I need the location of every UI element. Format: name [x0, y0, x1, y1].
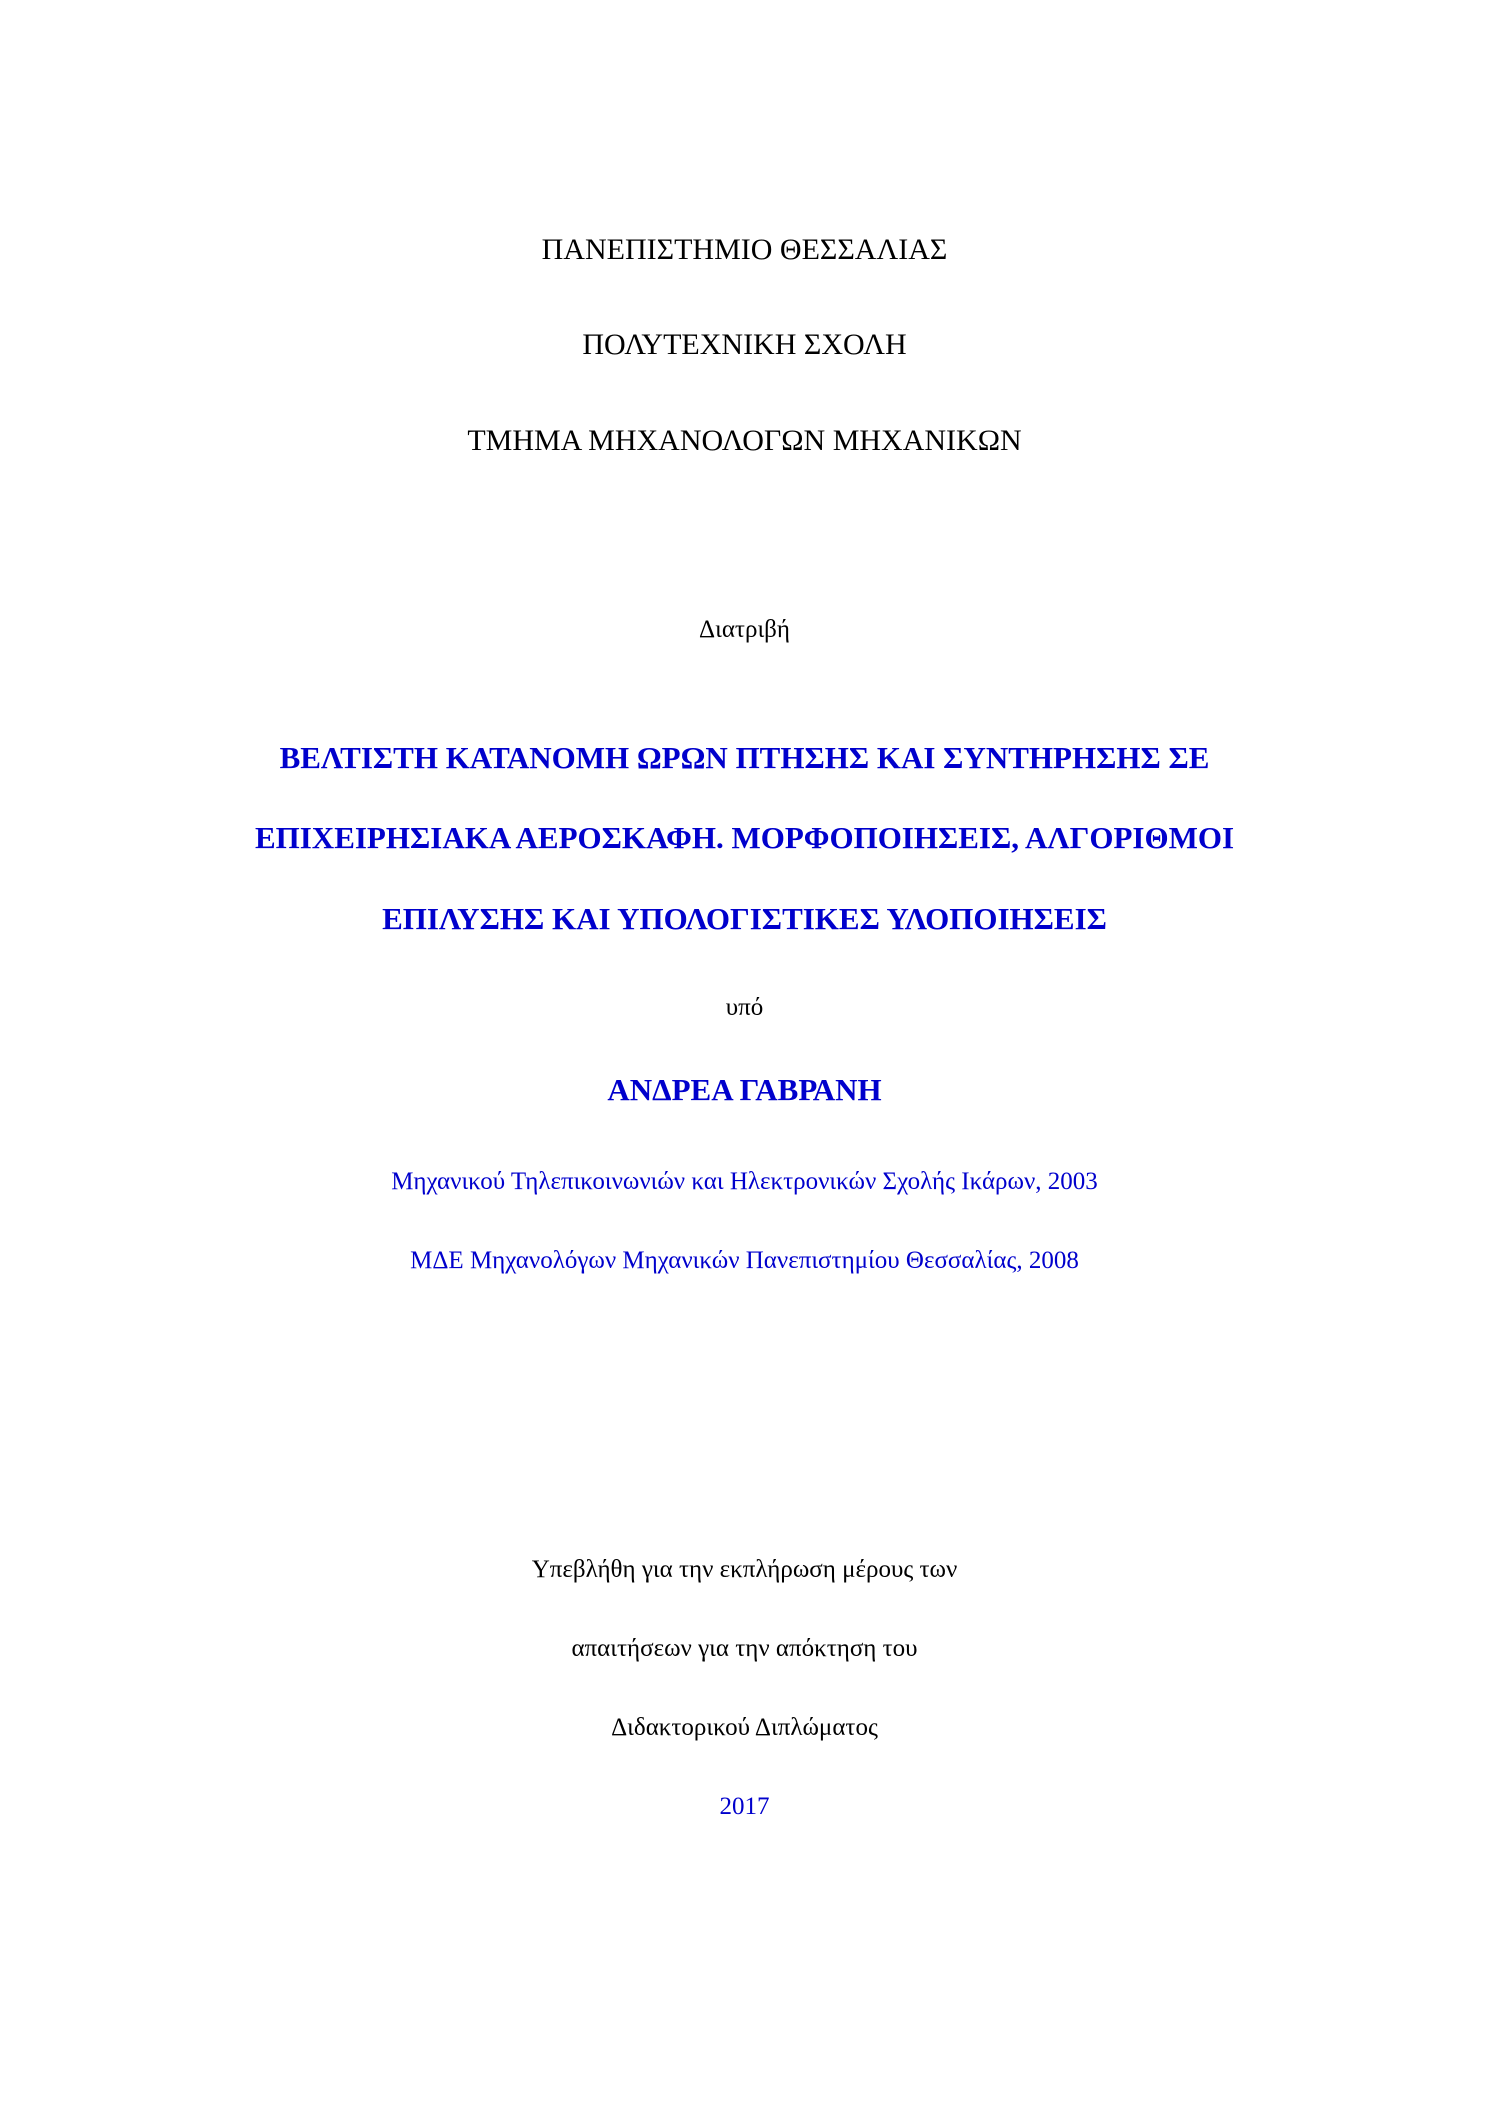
submission-line-2: απαιτήσεων για την απόκτηση του	[571, 1635, 918, 1662]
submission-line-3: Διδακτορικού Διπλώματος	[611, 1714, 878, 1741]
university-name: ΠΑΝΕΠΙΣΤΗΜΙΟ ΘΕΣΣΑΛΙΑΣ	[541, 233, 948, 266]
thesis-title-line-1: ΒΕΛΤΙΣΤΗ ΚΑΤΑΝΟΜΗ ΩΡΩΝ ΠΤΗΣΗΣ ΚΑΙ ΣΥΝΤΗΡΗΣΗΣ ΣΕ	[279, 740, 1210, 775]
degree-1: Μηχανικού Τηλεπικοινωνιών και Ηλεκτρονικών Σχολής Ικάρων, 2003	[391, 1168, 1098, 1195]
submission-line-1: Υπεβλήθη για την εκπλήρωση μέρους των	[531, 1556, 958, 1583]
thesis-title-line-2: ΕΠΙΧΕΙΡΗΣΙΑΚΑ ΑΕΡΟΣΚΑΦΗ. ΜΟΡΦΟΠΟΙΗΣΕΙΣ, ΑΛΓΟΡΙΘΜΟΙ	[254, 820, 1235, 855]
degree-2: ΜΔΕ Μηχανολόγων Μηχανικών Πανεπιστημίου Θεσσαλίας, 2008	[410, 1247, 1079, 1274]
by-label: υπό	[725, 994, 764, 1021]
author-name: ΑΝΔΡΕΑ ΓΑΒΡΑΝΗ	[607, 1072, 882, 1107]
department-name: ΤΜΗΜΑ ΜΗΧΑΝΟΛΟΓΩΝ ΜΗΧΑΝΙΚΩΝ	[467, 424, 1022, 457]
thesis-title-line-3: ΕΠΙΛΥΣΗΣ ΚΑΙ ΥΠΟΛΟΓΙΣΤΙΚΕΣ ΥΛΟΠΟΙΗΣΕΙΣ	[382, 901, 1107, 936]
school-name: ΠΟΛΥΤΕΧΝΙΚΗ ΣΧΟΛΗ	[582, 328, 907, 361]
year: 2017	[719, 1793, 770, 1820]
document-type: Διατριβή	[699, 616, 790, 643]
